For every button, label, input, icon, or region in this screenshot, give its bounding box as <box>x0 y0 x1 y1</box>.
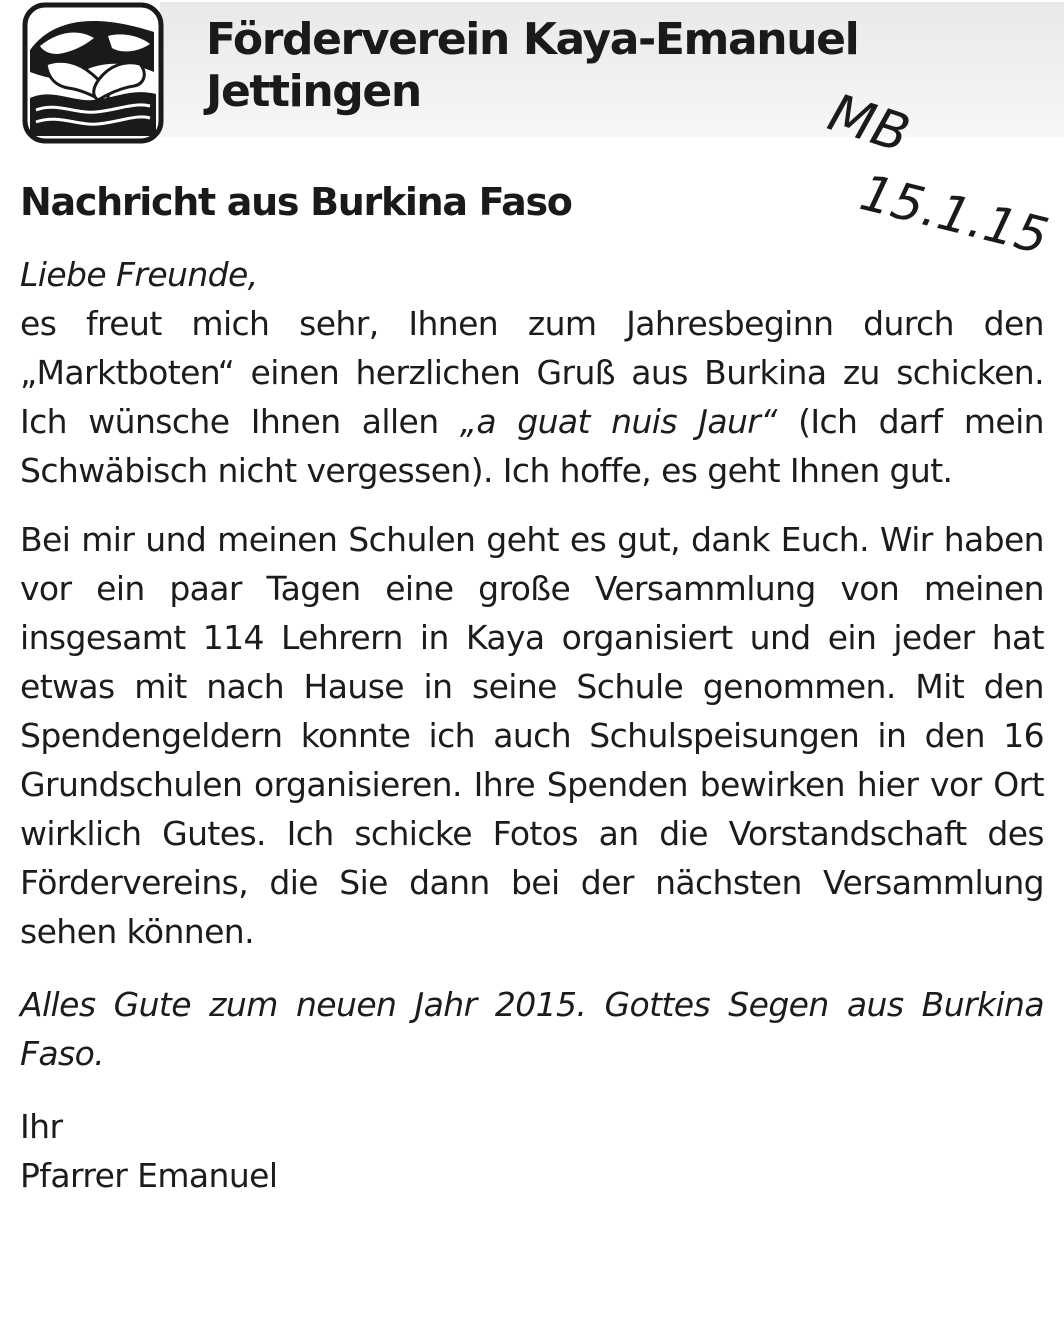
sign-off: Ihr <box>20 1107 63 1146</box>
article-title: Nachricht aus Burkina Faso <box>20 180 572 224</box>
paragraph-1-part-2: (Ich darf mein Schwäbisch nicht vergessen). Ich hoffe, es geht Ihnen gut. <box>20 402 1044 490</box>
handwritten-date-note <box>820 78 1060 268</box>
handwritten-note-line2: 15.1.15 <box>854 163 1054 266</box>
signature: Pfarrer Emanuel <box>20 1156 278 1195</box>
article-body <box>20 250 1044 1200</box>
salutation: Liebe Freunde, <box>20 255 258 294</box>
paragraph-1-part-1: es freut mich sehr, Ihnen zum Jahresbeginn durch den „Marktboten“ einen herzlichen Gruß aus Burkina zu schicken. Ich wünsche Ihnen allen <box>20 304 1044 441</box>
handwritten-note-line1: MB <box>821 83 917 166</box>
paragraph-2: Bei mir und meinen Schulen geht es gut, dank Euch. Wir haben vor ein paar Tagen eine große Versammlung von meinen insgesamt 114 Lehrern in Kaya organisiert und ein jeder hat etwas mit nach Hause in seine Schule genommen. Mit den Spendengeldern konnte ich auch Schulspeisungen in den 16 Grundschulen organisieren. Ihre Spenden bewirken hier vor Ort wirklich Gutes. Ich schicke Fotos an die Vorstandschaft des Fördervereins, die Sie dann bei der nächsten Versammlung sehen können. <box>20 520 1044 951</box>
paragraph-1-quote: „a guat nuis Jaur“ <box>459 402 777 441</box>
organization-title <box>206 14 858 118</box>
closing-wish: Alles Gute zum neuen Jahr 2015. Gottes Segen aus Burkina Faso. <box>20 985 1044 1073</box>
hands-globe-icon <box>22 2 164 144</box>
org-name-line1: Förderverein Kaya-Emanuel <box>206 14 859 65</box>
org-name-line2: Jettingen <box>206 66 421 117</box>
paragraph-1 <box>20 299 1044 495</box>
